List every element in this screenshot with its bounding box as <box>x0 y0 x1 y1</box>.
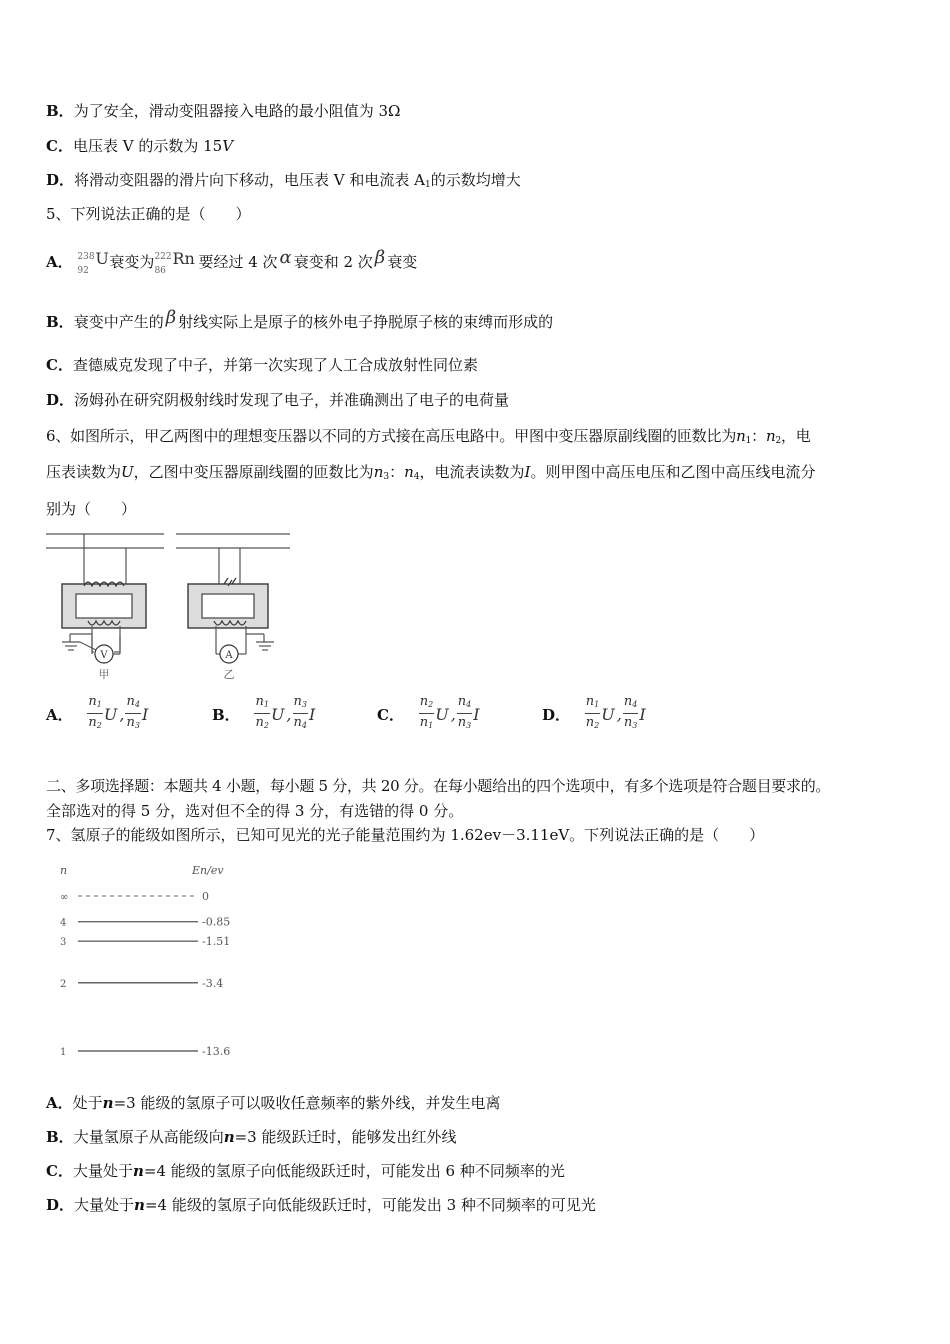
var-v: V <box>222 137 234 155</box>
q4-option-d <box>46 170 521 195</box>
section2-line2: 全部选对的得 5 分，选对但不全的得 3 分，有选错的得 0 分。 <box>46 802 464 820</box>
option-text: 查德威克发现了中子，并第一次实现了人工合成放射性同位素 <box>72 356 478 374</box>
voltmeter-label: V <box>100 650 108 661</box>
level-n-label: 1 <box>60 1047 67 1058</box>
option-text: 射线实际上是原子的核外电子挣脱原子核的束缚而形成的 <box>178 313 554 331</box>
option-letter: D． <box>46 171 75 189</box>
fraction: $\frac{n_1}{n_2}$ <box>88 694 102 730</box>
q5-option-b <box>46 308 553 332</box>
beta-symbol: β <box>165 307 177 328</box>
fraction: $\frac{n_1}{n_2}$ <box>255 694 269 730</box>
q6-stem-line2: 压表读数为U，乙图中变压器原副线圈的匝数比为$n_3$：$n_4$，电流表读数为I。则甲图中高压电压和乙图中高压线电流分 <box>46 463 816 482</box>
option-letter: C． <box>46 137 73 155</box>
q7-option-c: C．大量处于n=4 能级的氢原子向低能级跃迁时，可能发出 6 种不同频率的光 <box>46 1162 565 1180</box>
q5-stem: 5、下列说法正确的是（ ） <box>46 205 251 223</box>
option-text: 要经过 4 次 <box>198 253 278 271</box>
option-letter: B． <box>46 102 74 120</box>
q7-option-d: D．大量处于n=4 能级的氢原子向低能级跃迁时，可能发出 3 种不同频率的可见光 <box>46 1196 596 1214</box>
figure-label-left: 甲 <box>98 668 110 681</box>
option-text: 衰变为 <box>109 253 155 271</box>
uranium-nuclide: 238 92 U <box>77 249 109 276</box>
n-header: n <box>60 864 68 877</box>
level-energy-label: -3.4 <box>202 976 224 990</box>
q6-choice-a: A． $\frac{n_1}{n_2}$ U , $\frac{n_4}{n_3}$ I <box>46 694 149 744</box>
level-energy-label: 0 <box>202 890 209 903</box>
subscript: 1 <box>425 180 431 190</box>
q5-option-c <box>46 355 478 375</box>
option-letter: A． <box>46 253 73 271</box>
level-energy-label: -0.85 <box>202 915 231 929</box>
option-text: 衰变和 2 次 <box>293 253 373 271</box>
energy-header: En/ev <box>192 864 224 877</box>
fraction: $\frac{n_4}{n_3}$ <box>623 694 638 730</box>
fraction: $\frac{n_4}{n_3}$ <box>126 694 140 730</box>
q7-option-b: B．大量氢原子从高能级向n=3 能级跃迁时，能够发出红外线 <box>46 1128 457 1146</box>
q5-option-d <box>46 390 509 410</box>
q6-choice-c: C． $\frac{n_2}{n_1}$ U , $\frac{n_4}{n_3}$ I <box>377 694 481 744</box>
level-energy-label: -1.51 <box>202 935 231 949</box>
ammeter-label: A <box>225 650 233 661</box>
option-text: 将滑动变阻器的滑片向下移动，电压表 V 和电流表 A <box>74 171 425 189</box>
option-text: 为了安全，滑动变阻器接入电路的最小阻值为 3Ω <box>73 102 401 120</box>
option-letter: D． <box>46 391 75 409</box>
option-text: 汤姆孙在研究阴极射线时发现了电子，并准确测出了电子的电荷量 <box>74 391 510 409</box>
fraction: $\frac{n_3}{n_4}$ <box>293 694 307 730</box>
q6-stem-line1: 6、如图所示，甲乙两图中的理想变压器以不同的方式接在高压电路中。甲图中变压器原副线圈的匝数比为$n_1$：$n_2$，电 <box>46 427 811 446</box>
fraction: $\frac{n_1}{n_2}$ <box>585 694 600 730</box>
section2-line1: 二、多项选择题：本题共 4 小题，每小题 5 分，共 20 分。在每小题给出的四个选项中，有多个选项是符合题目要求的。 <box>46 777 831 795</box>
fraction: $\frac{n_4}{n_3}$ <box>457 694 472 730</box>
q7-stem: 7、氢原子的能级如图所示，已知可见光的光子能量范围约为 1.62ev－3.11eV。下列说法正确的是（ ） <box>46 826 765 844</box>
q4-option-c <box>46 136 233 156</box>
alpha-symbol: α <box>279 247 292 268</box>
level-n-label: 2 <box>60 978 67 990</box>
level-n-label: 3 <box>60 937 67 949</box>
figure-label-right: 乙 <box>223 668 235 681</box>
energy-level-diagram <box>54 858 254 1064</box>
option-letter: B． <box>46 313 74 331</box>
option-text: 衰变中产生的 <box>73 313 164 331</box>
q6-choice-d: D． $\frac{n_1}{n_2}$ U , $\frac{n_4}{n_3}$ I <box>542 694 647 744</box>
q7-option-a: A．处于n=3 能级的氢原子可以吸收任意频率的紫外线，并发生电离 <box>46 1094 501 1112</box>
q6-choice-b: B． $\frac{n_1}{n_2}$ U , $\frac{n_3}{n_4}$ I <box>212 694 316 744</box>
transformer-figure <box>44 526 304 682</box>
level-n-label: 4 <box>60 917 67 929</box>
radon-nuclide: 222 86 Rn <box>154 249 195 276</box>
option-letter: C． <box>46 356 73 374</box>
option-text: 衰变 <box>387 253 418 271</box>
option-text: 电压表 V 的示数为 15 <box>72 137 223 155</box>
q6-stem-line3: 别为（ ） <box>46 500 137 518</box>
fraction: $\frac{n_2}{n_1}$ <box>419 694 434 730</box>
level-n-label: ∞ <box>60 892 69 903</box>
level-energy-label: -13.6 <box>202 1045 231 1058</box>
option-text-tail: 的示数均增大 <box>430 171 521 189</box>
q5-option-a <box>46 247 418 276</box>
beta-symbol: β <box>374 247 386 268</box>
q4-option-b <box>46 101 400 121</box>
